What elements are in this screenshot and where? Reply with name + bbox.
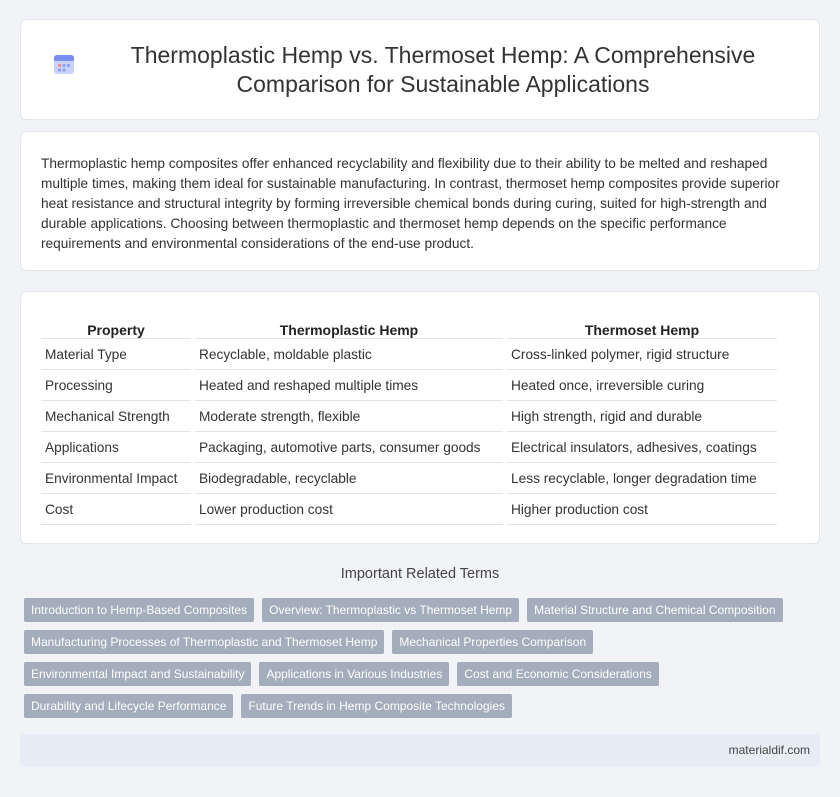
- related-term-tag[interactable]: Applications in Various Industries: [259, 662, 449, 686]
- row-thermoplastic: Lower production cost: [195, 494, 503, 525]
- table-row: [41, 494, 777, 525]
- row-thermoset: High strength, rigid and durable: [507, 401, 777, 432]
- related-term-tag[interactable]: Overview: Thermoplastic vs Thermoset Hemp: [262, 598, 519, 622]
- row-thermoplastic: Biodegradable, recyclable: [195, 463, 503, 494]
- related-terms-list: [24, 598, 804, 718]
- row-thermoset: Higher production cost: [507, 494, 777, 525]
- table-row: [41, 432, 777, 463]
- related-term-tag[interactable]: Manufacturing Processes of Thermoplastic and Thermoset Hemp: [24, 630, 384, 654]
- header-thermoplastic: Thermoplastic Hemp: [195, 312, 503, 339]
- row-thermoplastic: Packaging, automotive parts, consumer goods: [195, 432, 503, 463]
- row-thermoset: Cross-linked polymer, rigid structure: [507, 339, 777, 370]
- related-term-tag[interactable]: Future Trends in Hemp Composite Technologies: [241, 694, 512, 718]
- row-property: Mechanical Strength: [41, 401, 191, 432]
- row-property: Material Type: [41, 339, 191, 370]
- table-row: [41, 401, 777, 432]
- related-term-tag[interactable]: Cost and Economic Considerations: [457, 662, 658, 686]
- comparison-table: [37, 312, 781, 525]
- row-property: Environmental Impact: [41, 463, 191, 494]
- page-title: Thermoplastic Hemp vs. Thermoset Hemp: A Comprehensive Comparison for Sustainable Applications: [130, 41, 756, 97]
- table-row: [41, 463, 777, 494]
- header-thermoset: Thermoset Hemp: [507, 312, 777, 339]
- related-term-tag[interactable]: Environmental Impact and Sustainability: [24, 662, 251, 686]
- row-property: Applications: [41, 432, 191, 463]
- intro-paragraph: Thermoplastic hemp composites offer enhanced recyclability and flexibility due to their ability to be melted and reshaped multiple times, making them ideal for sustainable manufacturing. In contrast, thermoset hemp composites provide superior heat resistance and structural integrity by forming irreversible chemical bonds during curing, suited for high-strength and durable applications. Choosing between thermoplastic and thermoset hemp depends on the specific performance requirements and environmental considerations of the end-use product.: [41, 156, 780, 251]
- header-property: Property: [41, 312, 191, 339]
- title-wrap: [50, 41, 790, 99]
- table-header-row: [41, 312, 777, 339]
- row-thermoplastic: Heated and reshaped multiple times: [195, 370, 503, 401]
- row-thermoset: Less recyclable, longer degradation time: [507, 463, 777, 494]
- table-row: [41, 339, 777, 370]
- related-terms-heading: Important Related Terms: [340, 566, 500, 582]
- row-property: Cost: [41, 494, 191, 525]
- table-row: [41, 370, 777, 401]
- row-thermoset: Electrical insulators, adhesives, coatings: [507, 432, 777, 463]
- related-term-tag[interactable]: Material Structure and Chemical Composition: [527, 598, 782, 622]
- footer-site-link[interactable]: materialdif.com: [728, 743, 810, 757]
- row-thermoplastic: Moderate strength, flexible: [195, 401, 503, 432]
- related-term-tag[interactable]: Mechanical Properties Comparison: [392, 630, 593, 654]
- row-thermoplastic: Recyclable, moldable plastic: [195, 339, 503, 370]
- footer: [20, 734, 820, 767]
- related-term-tag[interactable]: Introduction to Hemp-Based Composites: [24, 598, 254, 622]
- header-card: [20, 19, 820, 120]
- calendar-icon: [52, 52, 76, 76]
- row-thermoset: Heated once, irreversible curing: [507, 370, 777, 401]
- related-term-tag[interactable]: Durability and Lifecycle Performance: [24, 694, 233, 718]
- row-property: Processing: [41, 370, 191, 401]
- intro-card: [20, 131, 820, 271]
- comparison-table-card: [20, 291, 820, 544]
